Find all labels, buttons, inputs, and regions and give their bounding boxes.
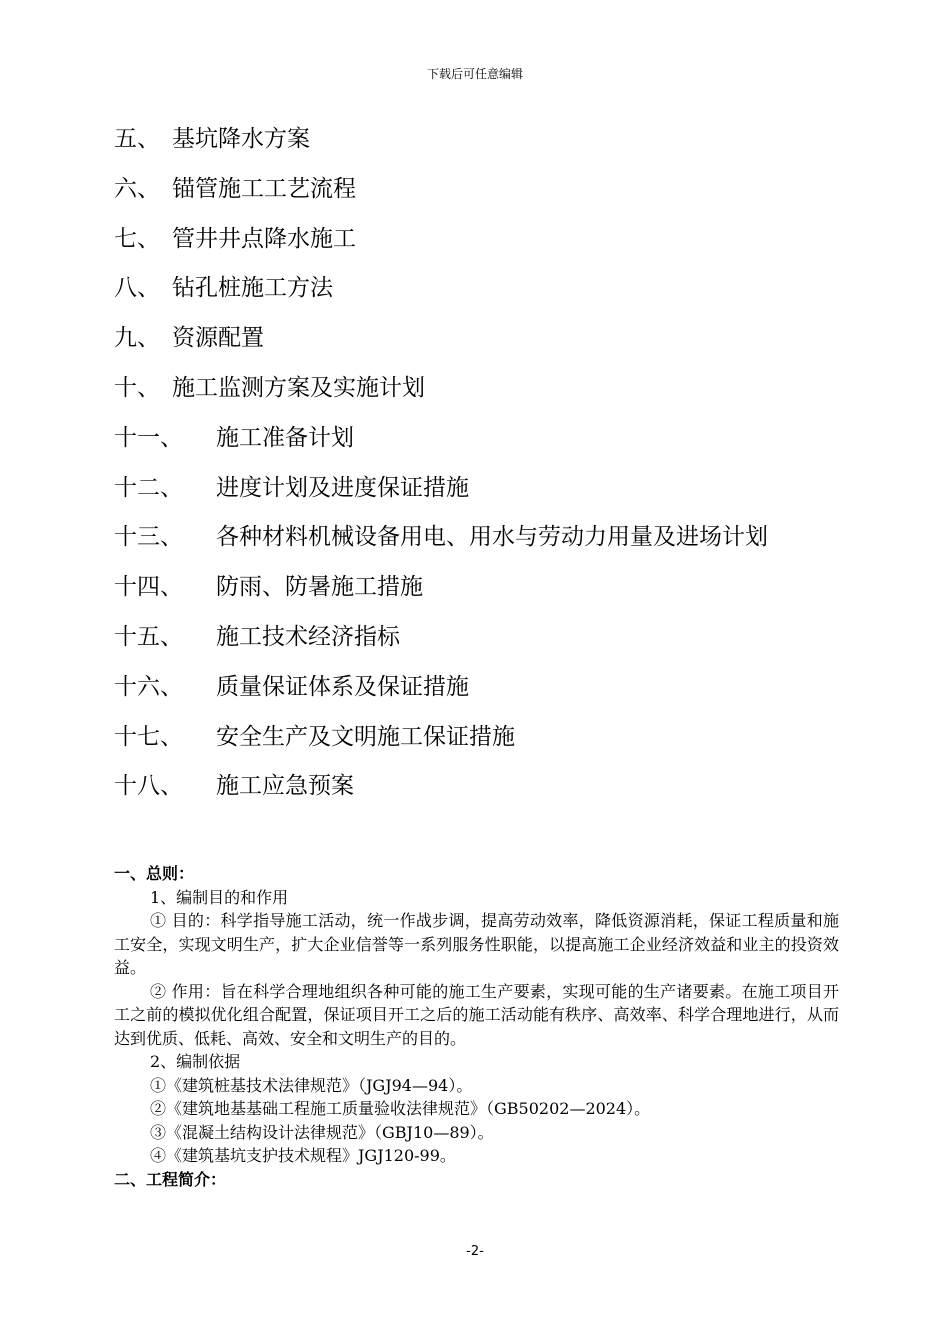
toc-item-label: 质量保证体系及保证措施 (216, 673, 469, 700)
toc-item-number: 十二、 (114, 474, 183, 501)
toc-item-label: 基坑降水方案 (172, 126, 310, 152)
toc-item (114, 171, 914, 221)
basis-item: ①《建筑桩基技术法律规范》（JGJ94—94）。 (150, 1075, 473, 1095)
toc-item (114, 320, 914, 370)
basis-item: ③《混凝土结构设计法律规范》（GBJ10—89）。 (150, 1122, 494, 1142)
toc-item (114, 768, 914, 818)
section-heading-general: 一、总则： (114, 864, 195, 883)
toc-item-number: 十一、 (114, 424, 183, 451)
toc-item-label: 施工技术经济指标 (216, 623, 400, 650)
toc-item-label: 施工应急预案 (216, 773, 354, 800)
toc-item-number: 十四、 (114, 574, 183, 601)
toc-item-number: 十三、 (114, 524, 183, 551)
basis-item: ②《建筑地基基础工程施工质量验收法律规范》（GB50202—2024）。 (150, 1099, 651, 1118)
subsection-title-basis: 2、编制依据 (150, 1052, 241, 1071)
toc-item-label: 施工监测方案及实施计划 (172, 374, 425, 401)
subsection-title-purpose: 1、编制目的和作用 (150, 887, 289, 907)
toc-item-number: 八、 (114, 275, 160, 302)
toc-item-label: 资源配置 (172, 325, 264, 352)
document-body (114, 862, 839, 1191)
toc-item (114, 370, 914, 420)
toc-item-label: 管井井点降水施工 (172, 225, 356, 252)
section-heading-overview: 二、工程简介： (114, 1169, 227, 1189)
toc-item-number: 十、 (114, 374, 160, 401)
toc-item-label: 安全生产及文明施工保证措施 (216, 723, 515, 750)
toc-item-label: 施工准备计划 (216, 424, 354, 451)
toc-item (114, 619, 914, 669)
toc-item (114, 519, 914, 569)
toc-item (114, 221, 914, 271)
paragraph-purpose: ① 目的：科学指导施工活动，统一作战步调，提高劳动效率，降低资源消耗，保证工程质量和施工安全，实现文明生产，扩大企业信誉等一系列服务性职能，以提高施工企业经济效益和业主的投资效益。 (114, 911, 839, 977)
toc-item (114, 420, 914, 470)
header-note: 下载后可任意编辑 (426, 67, 523, 81)
paragraph-function: ② 作用：旨在科学合理地组织各种可能的施工生产要素，实现可能的生产诸要素。在施工项目开工之前的模拟优化组合配置，保证项目开工之后的施工活动能有秩序、高效率、科学合理地进行，从而达到优质、低耗、高效、安全和文明生产的目的。 (114, 981, 839, 1048)
toc-item (114, 470, 914, 520)
toc-item-label: 锚管施工工艺流程 (172, 175, 356, 202)
toc-item (114, 270, 914, 320)
toc-item (114, 569, 914, 619)
toc-item-label: 进度计划及进度保证措施 (216, 474, 469, 501)
table-of-contents (114, 121, 914, 818)
toc-item-number: 十六、 (114, 673, 183, 700)
toc-item-number: 七、 (114, 225, 160, 252)
toc-item-label: 防雨、防暑施工措施 (216, 574, 423, 601)
basis-item: ④《建筑基坑支护技术规程》JGJ120-99。 (150, 1146, 456, 1165)
toc-item (114, 121, 914, 171)
toc-item (114, 669, 914, 719)
page-number: -2- (466, 1244, 484, 1259)
toc-item-label: 钻孔桩施工方法 (172, 275, 333, 302)
toc-item-number: 十八、 (114, 773, 183, 800)
toc-item-number: 十五、 (114, 623, 183, 650)
toc-item-number: 九、 (114, 325, 160, 352)
toc-item-number: 五、 (114, 126, 160, 152)
toc-item (114, 719, 914, 769)
toc-item-number: 十七、 (114, 723, 183, 750)
toc-item-number: 六、 (114, 175, 160, 202)
toc-item-label: 各种材料机械设备用电、用水与劳动力用量及进场计划 (216, 524, 768, 551)
